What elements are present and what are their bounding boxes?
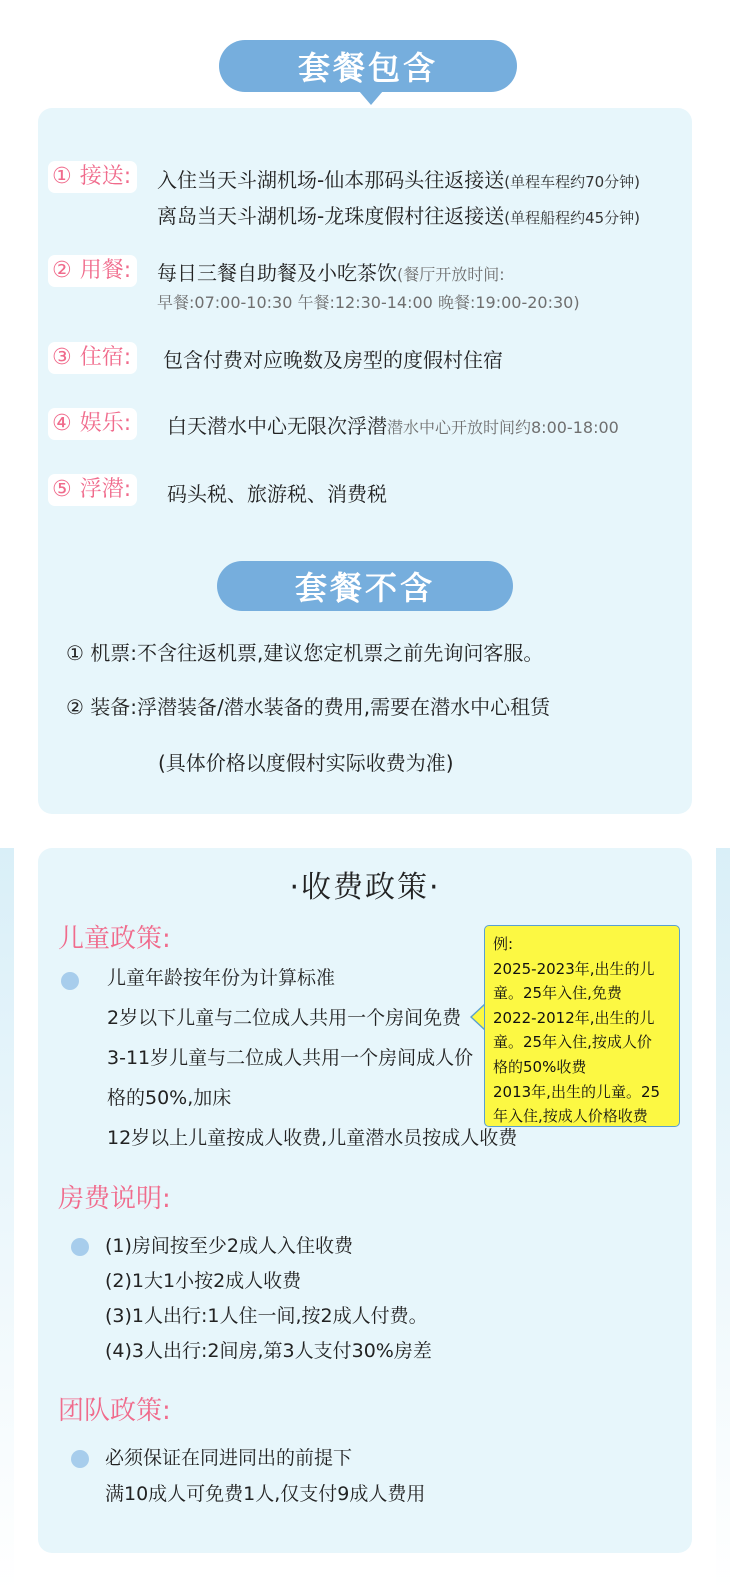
excluded-line-2: ② 装备:浮潜装备/潜水装备的费用,需要在潜水中心租赁 — [66, 695, 551, 719]
item-4-number: ④ — [52, 411, 72, 436]
child-policy-line-4: 格的50%,加床 — [107, 1087, 232, 1109]
room-fee-heading: 房费说明: — [58, 1184, 171, 1214]
child-policy-line-5: 12岁以上儿童按成人收费,儿童潜水员按成人收费 — [107, 1127, 518, 1149]
item-1-line-2 — [157, 200, 640, 229]
room-fee-bullet — [71, 1238, 89, 1256]
excluded-line-1: ① 机票:不含往返机票,建议您定机票之前先询问客服。 — [66, 641, 544, 665]
item-1-line-1 — [157, 164, 640, 193]
group-policy-bullet — [71, 1450, 89, 1468]
item-1-line-1-text: 入住当天斗湖机场-仙本那码头往返接送 — [157, 168, 505, 192]
item-1-tag — [48, 161, 137, 193]
item-2-number: ② — [52, 258, 72, 283]
group-policy-heading: 团队政策: — [58, 1396, 171, 1426]
callout-line: 2025-2023年,出生的儿 — [493, 959, 655, 978]
title-pointer — [359, 91, 383, 105]
item-2-line-1-text: 每日三餐自助餐及小吃茶饮 — [157, 261, 397, 285]
callout-line: 童。25年入住,免费 — [493, 984, 622, 1003]
excluded-title: 套餐不含 — [217, 561, 513, 611]
callout-line: 童。25年入住,按成人价 — [493, 1033, 652, 1052]
policy-title: ·收费政策· — [289, 870, 441, 905]
item-1-line-2-text: 离岛当天斗湖机场-龙珠度假村往返接送 — [157, 204, 505, 228]
item-5-number: ⑤ — [52, 477, 72, 502]
callout-line: 2022-2012年,出生的儿 — [493, 1008, 655, 1027]
child-policy-line-1: 儿童年龄按年份为计算标准 — [107, 967, 336, 989]
item-3-tag — [48, 342, 137, 374]
item-4-line-1 — [167, 410, 619, 439]
item-1-label: 接送: — [79, 164, 132, 189]
excluded-line-3: (具体价格以度假村实际收费为准) — [158, 751, 454, 775]
child-policy-bullet — [61, 972, 79, 990]
item-3-label: 住宿: — [79, 345, 132, 370]
child-policy-example-callout — [484, 925, 680, 1127]
item-4-line-1-text: 白天潜水中心无限次浮潜 — [167, 414, 387, 438]
item-2-tag — [48, 255, 137, 287]
included-title: 套餐包含 — [219, 40, 517, 92]
child-policy-line-2: 2岁以下儿童与二位成人共用一个房间免费 — [107, 1007, 462, 1029]
room-fee-line-1: (1)房间按至少2成人入住收费 — [105, 1235, 354, 1257]
item-4-line-1-note: 潜水中心开放时间约8:00-18:00 — [387, 418, 619, 437]
item-2-meal-hours: 早餐:07:00-10:30 午餐:12:30-14:00 晚餐:19:00-20:30) — [157, 293, 580, 312]
room-fee-line-3: (3)1人出行:1人住一间,按2成人付费。 — [105, 1305, 428, 1327]
child-policy-line-3: 3-11岁儿童与二位成人共用一个房间成人价 — [107, 1047, 474, 1069]
item-1-number: ① — [52, 164, 72, 189]
item-2-line-1-note: (餐厅开放时间: — [397, 265, 505, 284]
group-policy-line-2: 满10成人可免费1人,仅支付9成人费用 — [105, 1483, 426, 1505]
room-fee-line-4: (4)3人出行:2间房,第3人支付30%房差 — [105, 1340, 432, 1362]
left-decor-strip — [0, 848, 14, 1591]
item-4-tag — [48, 408, 137, 440]
item-4-label: 娱乐: — [79, 411, 132, 436]
callout-line: 格的50%收费 — [493, 1057, 587, 1076]
room-fee-line-2: (2)1大1小按2成人收费 — [105, 1270, 302, 1292]
item-2-label: 用餐: — [79, 258, 132, 283]
callout-line: 年入住,按成人价格收费 — [493, 1107, 648, 1126]
item-3-number: ③ — [52, 345, 72, 370]
right-decor-strip — [716, 848, 730, 1591]
item-5-tag — [48, 474, 137, 506]
item-2-line-1 — [157, 257, 505, 286]
item-1-line-1-note: (单程车程约70分钟) — [504, 173, 641, 191]
group-policy-line-1: 必须保证在同进同出的前提下 — [105, 1447, 353, 1469]
callout-line: 例: — [493, 935, 514, 953]
item-5-line-1: 码头税、旅游税、消费税 — [167, 482, 387, 506]
item-3-line-1: 包含付费对应晚数及房型的度假村住宿 — [163, 348, 503, 372]
callout-line: 2013年,出生的儿童。25 — [493, 1082, 661, 1101]
item-1-line-2-note: (单程船程约45分钟) — [504, 209, 641, 227]
child-policy-heading: 儿童政策: — [58, 924, 171, 954]
item-5-label: 浮潜: — [79, 477, 132, 502]
